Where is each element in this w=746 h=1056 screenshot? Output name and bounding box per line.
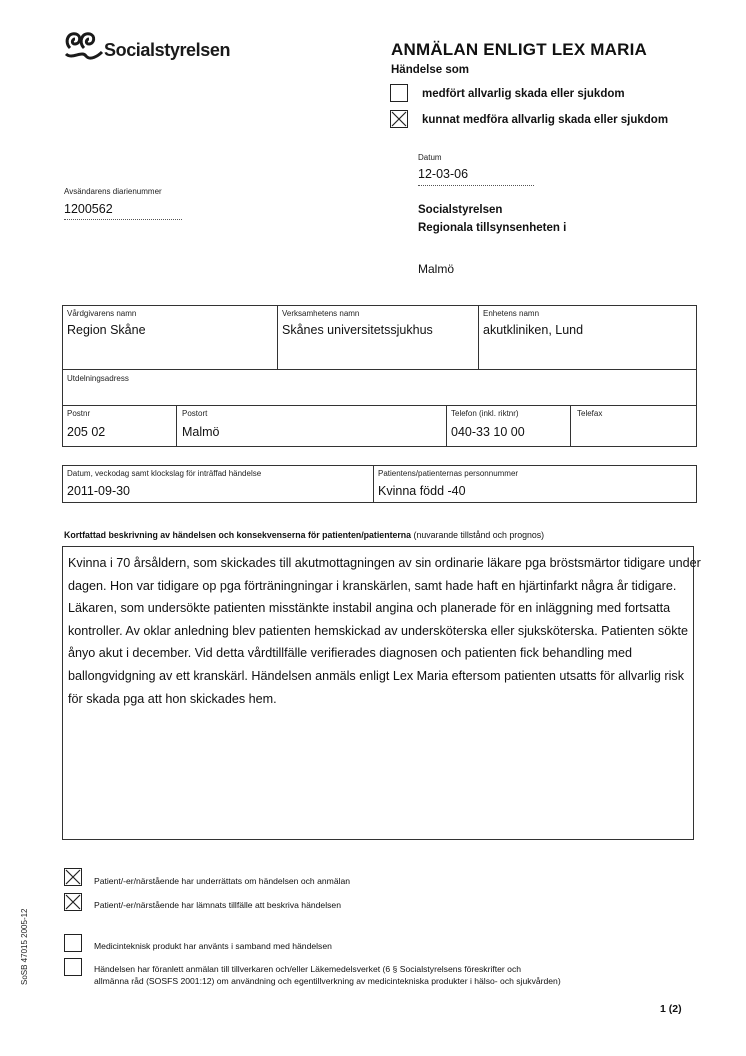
page-number: 1 (2) bbox=[660, 1003, 682, 1015]
socialstyrelsen-logo-icon bbox=[62, 28, 104, 62]
unit-label: Enhetens namn bbox=[483, 309, 540, 318]
notified-checkbox[interactable] bbox=[64, 868, 82, 886]
described-label: Patient/-er/närstående har lämnats tillfälle att beskriva händelsen bbox=[94, 900, 341, 910]
incident-datetime-value: 2011-09-30 bbox=[67, 484, 131, 498]
logo-text: Socialstyrelsen bbox=[104, 40, 231, 60]
form-title: ANMÄLAN ENLIGT LEX MARIA bbox=[391, 40, 648, 59]
description-heading bbox=[64, 530, 544, 540]
sender-ref-label: Avsändarens diarienummer bbox=[64, 187, 162, 196]
checkmark-x-icon bbox=[65, 894, 81, 910]
description-line: dagen. Hon var tidigare op pga förträningningar i kranskärlen, samt hade haft en hjärtinfarkt några år tidigare. bbox=[68, 578, 677, 593]
phone-value: 040-33 10 00 bbox=[451, 425, 525, 439]
reported-checkbox[interactable] bbox=[64, 958, 82, 976]
operation-label: Verksamhetens namn bbox=[282, 309, 360, 318]
form-code: SoSB 47015 2005-12 bbox=[20, 908, 29, 985]
event-option-label-2: kunnat medföra allvarlig skada eller sjukdom bbox=[422, 114, 669, 126]
address-label: Utdelningsadress bbox=[67, 374, 129, 383]
caregiver-label: Vårdgivarens namn bbox=[67, 309, 137, 318]
postal-code-value: 205 02 bbox=[67, 425, 106, 439]
checkmark-x-icon bbox=[391, 111, 407, 127]
event-option-checkbox-1[interactable] bbox=[390, 84, 408, 102]
description-heading-normal: (nuvarande tillstånd och prognos) bbox=[413, 530, 545, 540]
reported-label-line2: allmänna råd (SOSFS 2001:12) om användning och egentillverkning av medicintekniska produkter i hälso- och sjukvården) bbox=[94, 976, 561, 986]
unit-value: akutkliniken, Lund bbox=[483, 323, 584, 337]
notified-label: Patient/-er/närstående har underrättats om händelsen och anmälan bbox=[94, 876, 351, 886]
city-value: Malmö bbox=[182, 425, 220, 439]
event-label: Händelse som bbox=[391, 64, 469, 76]
operation-value: Skånes universitetssjukhus bbox=[282, 323, 433, 337]
described-checkbox[interactable] bbox=[64, 893, 82, 911]
description-line: ballongvidgning av ett kranskärl. Händelsen anmäls enligt Lex Maria eftersom patienten utsatts för allvarlig risk bbox=[68, 668, 685, 683]
phone-label: Telefon (inkl. riktnr) bbox=[451, 409, 519, 418]
reported-label-line1: Händelsen har föranlett anmälan till tillverkaren och/eller Läkemedelsverket (6 § Socialstyrelsens föreskrifter och bbox=[94, 964, 522, 974]
description-line: kontroller. Av oklar anledning blev patienten hemskickad av undersköterska eller sjuksköterska. Patienten sökte bbox=[68, 623, 689, 638]
description-line: för skada pga att hon skickades hem. bbox=[68, 691, 277, 706]
city-label: Postort bbox=[182, 409, 208, 418]
checkmark-x-icon bbox=[65, 869, 81, 885]
description-line: Läkaren, som undersökte patienten misstänkte instabil angina och planerade för en inläggning med fortsatta bbox=[68, 601, 671, 616]
postal-code-label: Postnr bbox=[67, 409, 91, 418]
date-label: Datum bbox=[418, 153, 442, 162]
caregiver-value: Region Skåne bbox=[67, 323, 146, 337]
description-line: ånyo akut i december. Vid detta vårdtillfälle verifierades diagnosen och patienten fick behandling med bbox=[68, 646, 633, 661]
date-value: 12-03-06 bbox=[418, 167, 534, 186]
description-line: Kvinna i 70 årsåldern, som skickades till akutmottagningen av sin ordinarie läkare pga bröstsmärtor tidigare under bbox=[68, 556, 701, 570]
event-option-checkbox-2[interactable] bbox=[390, 110, 408, 128]
patient-id-value: Kvinna född -40 bbox=[378, 484, 466, 498]
description-heading-bold: Kortfattad beskrivning av händelsen och konsekvenserna för patienten/patienterna bbox=[64, 530, 412, 540]
recipient-line2: Regionala tillsynsenheten i bbox=[418, 222, 567, 234]
incident-datetime-label: Datum, veckodag samt klockslag för inträffad händelse bbox=[67, 469, 262, 478]
recipient-line1: Socialstyrelsen bbox=[418, 204, 503, 216]
medtech-checkbox[interactable] bbox=[64, 934, 82, 952]
sender-ref-value: 1200562 bbox=[64, 202, 182, 220]
reported-label bbox=[94, 963, 561, 987]
medtech-label: Medicinteknisk produkt har använts i samband med händelsen bbox=[94, 941, 332, 951]
recipient-city: Malmö bbox=[418, 262, 455, 276]
fax-label: Telefax bbox=[577, 409, 603, 418]
description-text bbox=[68, 552, 701, 710]
patient-id-label: Patientens/patienternas personnummer bbox=[378, 469, 519, 478]
event-option-label-1: medfört allvarlig skada eller sjukdom bbox=[422, 88, 625, 100]
